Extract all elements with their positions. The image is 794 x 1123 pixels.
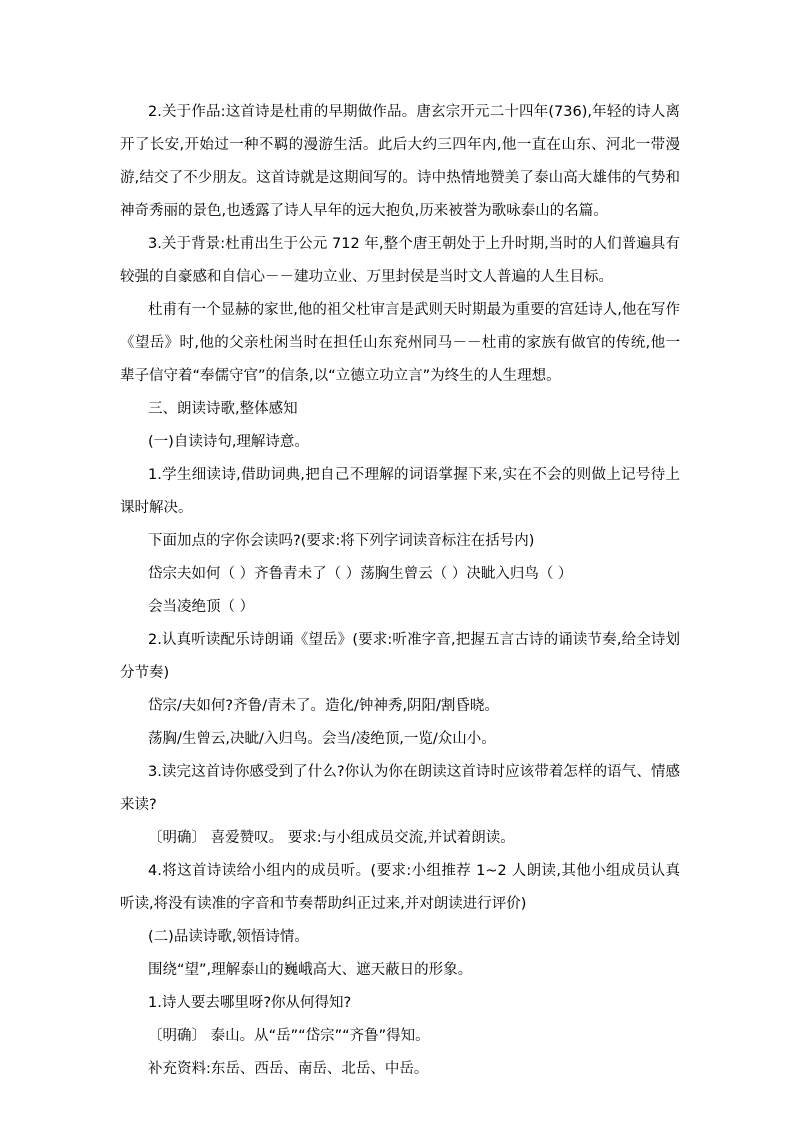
section-heading-read-aloud: 三、朗读诗歌,整体感知 (148, 401, 298, 417)
paragraph-about-work: 2.关于作品:这首诗是杜甫的早期做作品。唐玄宗开元二十四年(736),年轻的诗人离开了长安,开始过一种不羁的漫游生活。此后大约三四年内,他一直在山东、河北一带漫游,结交了不少朋友。这首诗就是这期间写的。诗中热情地赞美了泰山高大雄伟的气势和神奇秀丽的景色,也透露了诗人早年的远大抱负,历来被誉为歌咏泰山的名篇。 (120, 104, 680, 219)
paragraph-supplement: 补充资料:东岳、西岳、南岳、北岳、中岳。 (148, 1061, 429, 1077)
paragraph-pronunciation-prompt: 下面加点的字你会读吗?(要求:将下列字词读音标注在括号内) (148, 533, 535, 549)
paragraph-question-1: 1.诗人要去哪里呀?你从何得知? (148, 995, 352, 1011)
paragraph-pronunciation-items-2: 会当凌绝顶（ ） (148, 599, 255, 615)
paragraph-family-background: 杜甫有一个显赫的家世,他的祖父杜审言是武则天时期最为重要的宫廷诗人,他在写作《望岳》时,他的父亲杜闲当时在担任山东兖州同马－－杜甫的家族有做官的传统,他一辈子信守着“奉儒守官”的信条,以“立德立功立言”为终生的人生理想。 (120, 302, 680, 384)
paragraph-step-3: 3.读完这首诗你感受到了什么?你认为你在朗读这首诗时应该带着怎样的语气、情感来读? (120, 764, 680, 813)
paragraph-step-2: 2.认真听读配乐诗朗诵《望岳》(要求:听准字音,把握五言古诗的诵读节奏,给全诗划分节奏) (120, 632, 680, 681)
subsection-heading-appreciate: (二)品读诗歌,领悟诗情。 (148, 929, 309, 945)
paragraph-around-wang: 围绕“望”,理解泰山的巍峨高大、遮天蔽日的形象。 (148, 962, 473, 978)
paragraph-step-4: 4.将这首诗读给小组内的成员听。(要求:小组推荐 1~2 人朗读,其他小组成员认真听读,将没有读准的字音和节奏帮助纠正过来,并对朗读进行评价) (120, 863, 680, 912)
paragraph-clarify-2: 〔明确〕 泰山。从“岳”“岱宗”“齐鲁”得知。 (148, 1028, 430, 1044)
paragraph-about-background: 3.关于背景:杜甫出生于公元 712 年,整个唐王朝处于上升时期,当时的人们普遍具有较强的自豪感和自信心－－建功立业、万里封侯是当时文人普遍的人生目标。 (120, 236, 680, 285)
poem-rhythm-line-2: 荡胸/生曾云,决眦/入归鸟。会当/凌绝顶,一览/众山小。 (148, 731, 496, 747)
document-body (120, 96, 680, 1086)
paragraph-clarify-1: 〔明确〕 喜爱赞叹。 要求:与小组成员交流,并试着朗读。 (148, 830, 515, 846)
paragraph-pronunciation-items: 岱宗夫如何（ ）齐鲁青未了（ ）荡胸生曾云（ ）决眦入归鸟（ ） (148, 566, 573, 582)
subsection-heading-self-read: (一)自读诗句,理解诗意。 (148, 434, 309, 450)
paragraph-step-1: 1.学生细读诗,借助词典,把自己不理解的词语掌握下来,实在不会的则做上记号待上课时解决。 (120, 467, 680, 516)
poem-rhythm-line-1: 岱宗/夫如何?齐鲁/青未了。造化/钟神秀,阴阳/割昏晓。 (148, 698, 499, 714)
